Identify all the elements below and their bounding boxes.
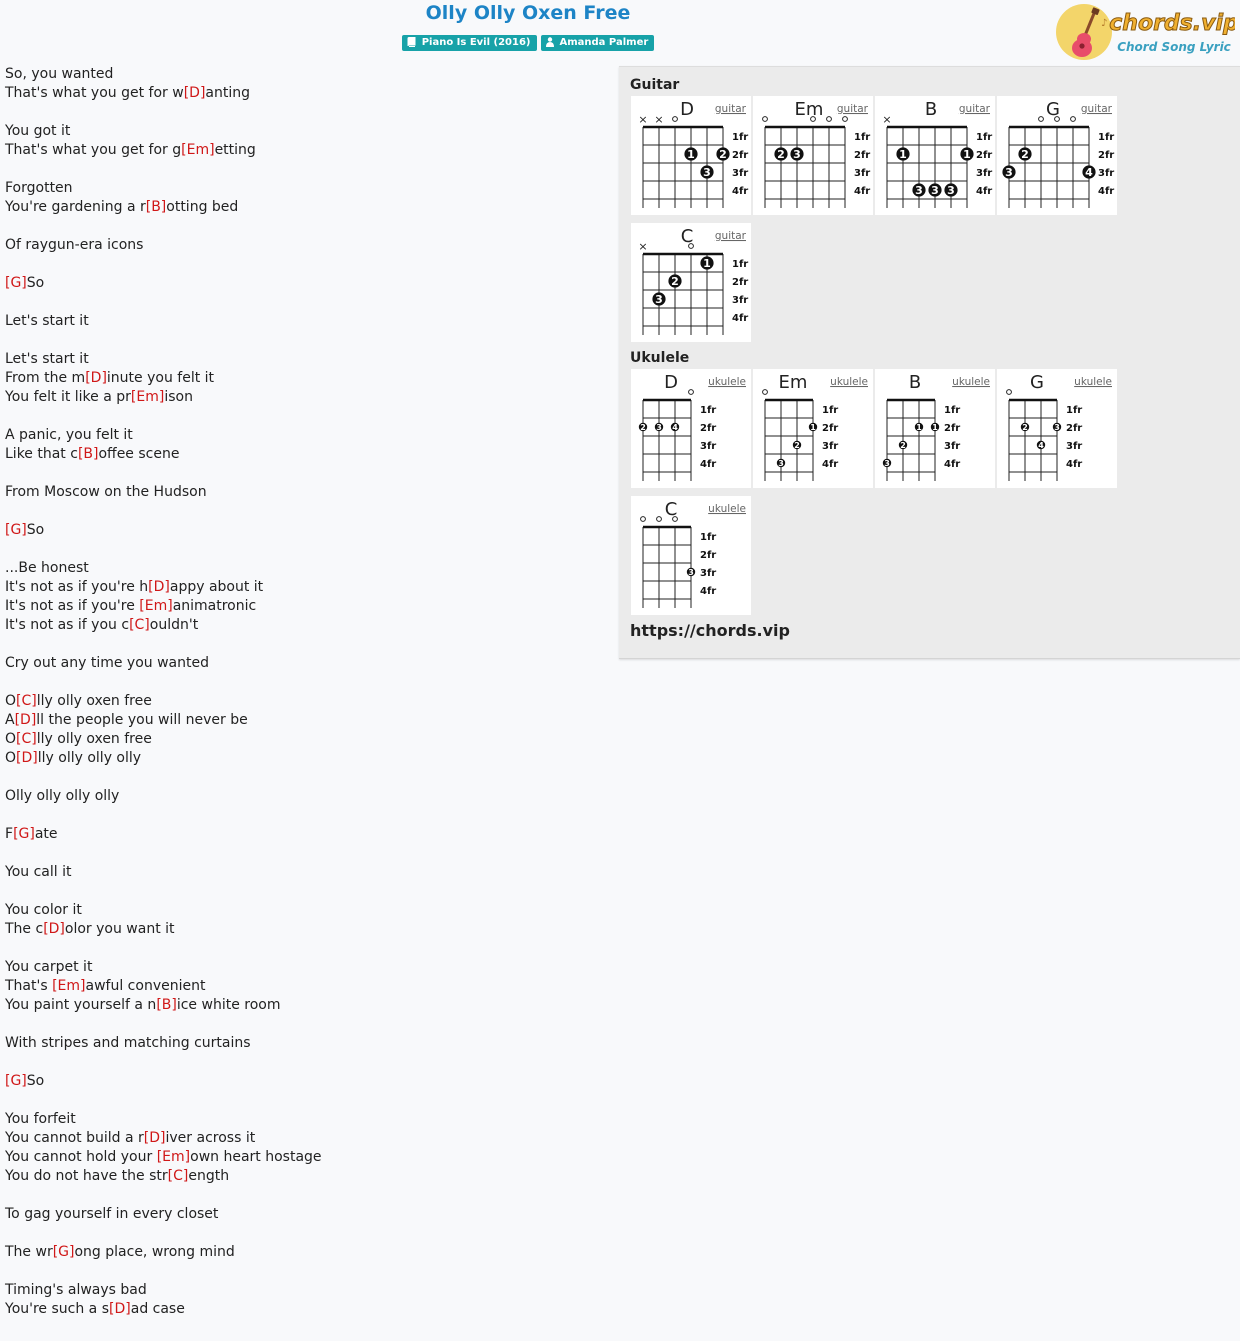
muted-string-marker: × (882, 113, 892, 126)
lyrics-body (5, 65, 322, 1319)
fret-label: 3fr (700, 568, 717, 579)
lyric-blank-line (5, 1091, 322, 1110)
fret-label: 4fr (854, 186, 871, 197)
album-badge-label: Piano Is Evil (2016) (421, 37, 531, 48)
lyric-blank-line (5, 1262, 322, 1281)
lyric-line: You're gardening a r[B]otting bed (5, 199, 239, 215)
lyric-line: That's what you get for w[D]anting (5, 85, 251, 101)
fret-label: 3fr (854, 168, 871, 179)
fret-label: 2fr (944, 423, 961, 434)
instrument-link[interactable]: ukulele (952, 376, 990, 388)
lyric-line: That's what you get for g[Em]etting (5, 142, 256, 158)
lyric-blank-line (5, 635, 322, 654)
instrument-link[interactable]: guitar (1080, 103, 1112, 115)
open-string-marker (673, 117, 678, 122)
muted-string-marker: × (654, 113, 664, 126)
fret-label: 3fr (976, 168, 993, 179)
lyric-blank-line (5, 540, 322, 559)
open-string-marker (689, 390, 694, 395)
finger-dot (687, 568, 695, 577)
svg-text:2: 2 (1022, 423, 1028, 432)
fret-label: 1fr (822, 405, 839, 416)
lyric-line: With stripes and matching curtains (5, 1035, 251, 1051)
lyric-line: It's not as if you're [Em]animatronic (5, 598, 257, 614)
instrument-link[interactable]: ukulele (830, 376, 868, 388)
finger-dot (896, 147, 909, 161)
lyric-line: Let's start it (5, 351, 89, 367)
lyric-blank-line (5, 255, 322, 274)
svg-text:3: 3 (655, 293, 663, 306)
finger-dot (960, 147, 973, 161)
guitar-heading: Guitar (630, 77, 680, 93)
lyric-line: F[G]ate (5, 826, 58, 842)
user-icon (546, 37, 554, 47)
svg-text:3: 3 (1054, 423, 1060, 432)
svg-text:3: 3 (656, 423, 662, 432)
chord-name: B (924, 99, 938, 120)
fret-label: 1fr (1066, 405, 1083, 416)
finger-dot (700, 165, 713, 179)
open-string-marker (843, 117, 848, 122)
fret-label: 3fr (822, 441, 839, 452)
ukulele-chord-c[interactable] (631, 496, 751, 615)
svg-text:2: 2 (1021, 148, 1029, 161)
logo-brand: chords.vip (1109, 11, 1235, 36)
fret-label: 4fr (732, 313, 749, 324)
chord-name: C (680, 226, 694, 247)
lyric-line: O[C]lly olly oxen free (5, 693, 152, 709)
finger-dot (1053, 423, 1061, 432)
chord-tag[interactable]: [D] (16, 750, 38, 766)
lyric-line: O[D]lly olly olly olly (5, 750, 142, 766)
guitar-chord-c[interactable] (631, 223, 751, 342)
fret-label: 1fr (700, 405, 717, 416)
open-string-marker (657, 517, 662, 522)
fret-label: 4fr (822, 459, 839, 470)
open-string-marker (827, 117, 832, 122)
lyric-line: Like that c[B]offee scene (5, 446, 180, 462)
finger-dot (639, 423, 647, 432)
finger-dot (790, 147, 803, 161)
artist-badge[interactable] (541, 35, 655, 51)
chord-tag[interactable]: [C] (16, 731, 37, 747)
lyric-line: Let's start it (5, 313, 89, 329)
finger-dot (809, 423, 817, 432)
open-string-marker (1007, 390, 1012, 395)
lyric-line: It's not as if you c[C]ouldn't (5, 617, 199, 633)
lyric-blank-line (5, 806, 322, 825)
svg-text:3: 3 (931, 184, 939, 197)
fret-label: 3fr (732, 168, 749, 179)
chord-name: C (664, 499, 678, 520)
fret-label: 2fr (1098, 150, 1115, 161)
book-icon (407, 37, 416, 47)
chord-tag[interactable]: [G] (52, 1244, 75, 1260)
lyric-blank-line (5, 293, 322, 312)
fret-label: 1fr (944, 405, 961, 416)
lyric-line: Forgotten (5, 180, 73, 196)
chord-name: G (1046, 99, 1060, 120)
album-badge[interactable] (402, 35, 537, 51)
guitar-chord-b[interactable] (875, 96, 995, 215)
open-string-marker (763, 117, 768, 122)
lyric-blank-line (5, 844, 322, 863)
svg-text:3: 3 (793, 148, 801, 161)
svg-text:2: 2 (777, 148, 785, 161)
instrument-link[interactable]: ukulele (708, 503, 746, 515)
finger-dot (944, 183, 957, 197)
chord-tag[interactable]: [C] (16, 693, 37, 709)
muted-string-marker: × (638, 240, 648, 253)
lyric-blank-line (5, 1015, 322, 1034)
music-note-icon: ♪ (1101, 18, 1108, 29)
fret-label: 3fr (700, 441, 717, 452)
lyric-line: You cannot build a r[D]iver across it (5, 1130, 256, 1146)
finger-dot (1018, 147, 1031, 161)
instrument-link[interactable]: ukulele (1074, 376, 1112, 388)
ukulele-chord-g[interactable] (997, 369, 1117, 488)
svg-text:1: 1 (687, 148, 695, 161)
svg-text:4: 4 (1038, 441, 1044, 450)
fret-label: 1fr (976, 132, 993, 143)
chord-tag[interactable]: [D] (109, 1301, 131, 1317)
muted-string-marker: × (638, 113, 648, 126)
lyric-line: A panic, you felt it (5, 427, 133, 443)
chord-tag[interactable]: [G] (5, 275, 27, 291)
chord-tag[interactable]: [D] (148, 579, 170, 595)
svg-text:1: 1 (916, 423, 922, 432)
lyric-blank-line (5, 768, 322, 787)
guitar-chord-g[interactable] (997, 96, 1117, 215)
lyric-line: So, you wanted (5, 66, 114, 82)
fret-label: 4fr (944, 459, 961, 470)
lyric-line: From the m[D]inute you felt it (5, 370, 215, 386)
fret-label: 2fr (700, 550, 717, 561)
svg-text:2: 2 (640, 423, 646, 432)
fret-label: 3fr (1098, 168, 1115, 179)
fret-label: 4fr (1066, 459, 1083, 470)
finger-dot (912, 183, 925, 197)
chord-tag[interactable]: [C] (167, 1168, 189, 1184)
song-badges (0, 35, 1056, 51)
chord-tag[interactable]: [Em] (52, 978, 86, 994)
chord-tag[interactable]: [D] (85, 370, 107, 386)
fret-label: 2fr (822, 423, 839, 434)
svg-text:3: 3 (947, 184, 955, 197)
lyric-line: From Moscow on the Hudson (5, 484, 207, 500)
svg-text:1: 1 (932, 423, 938, 432)
svg-text:3: 3 (778, 459, 784, 468)
svg-text:3: 3 (688, 568, 694, 577)
lyric-line: Cry out any time you wanted (5, 655, 209, 671)
lyric-line: O[C]lly olly oxen free (5, 731, 152, 747)
svg-text:2: 2 (794, 441, 800, 450)
svg-text:2: 2 (900, 441, 906, 450)
finger-dot (655, 423, 663, 432)
open-string-marker (1039, 117, 1044, 122)
lyric-blank-line (5, 882, 322, 901)
lyric-blank-line (5, 673, 322, 692)
chord-name: D (664, 372, 678, 393)
finger-dot (774, 147, 787, 161)
lyric-line: You carpet it (5, 959, 93, 975)
instrument-link[interactable]: ukulele (708, 376, 746, 388)
chord-tag[interactable]: [G] (5, 522, 27, 538)
fret-label: 2fr (700, 423, 717, 434)
fret-label: 2fr (976, 150, 993, 161)
open-string-marker (1071, 117, 1076, 122)
fret-label: 1fr (854, 132, 871, 143)
fret-label: 1fr (732, 259, 749, 270)
open-string-marker (763, 390, 768, 395)
fret-label: 4fr (1098, 186, 1115, 197)
ukulele-chord-b[interactable] (875, 369, 995, 488)
fret-label: 2fr (854, 150, 871, 161)
chord-name: Em (794, 99, 824, 120)
instrument-link[interactable]: guitar (714, 230, 746, 242)
chord-tag[interactable]: [Em] (139, 598, 173, 614)
svg-text:4: 4 (1085, 166, 1093, 179)
chord-tag[interactable]: [D] (183, 85, 206, 101)
finger-dot (716, 147, 729, 161)
lyric-blank-line (5, 1224, 322, 1243)
finger-dot (1002, 165, 1015, 179)
finger-dot (899, 441, 907, 450)
lyric-line: The c[D]olor you want it (5, 921, 175, 937)
lyric-blank-line (5, 217, 322, 236)
lyric-line: Of raygun-era icons (5, 237, 144, 253)
lyric-line: Timing's always bad (5, 1282, 147, 1298)
guitar-chord-d[interactable] (631, 96, 751, 215)
chord-name: G (1030, 372, 1044, 393)
chord-tag[interactable]: [B] (145, 199, 167, 215)
lyric-line: To gag yourself in every closet (5, 1206, 219, 1222)
site-url[interactable]: https://chords.vip (630, 621, 790, 640)
lyric-line: You got it (5, 123, 71, 139)
fret-label: 1fr (732, 132, 749, 143)
lyric-line: Olly olly olly olly (5, 788, 120, 804)
fret-label: 2fr (1066, 423, 1083, 434)
open-string-marker (641, 517, 646, 522)
svg-text:1: 1 (963, 148, 971, 161)
instrument-link[interactable]: guitar (958, 103, 990, 115)
lyric-line: It's not as if you're h[D]appy about it (5, 579, 264, 595)
lyric-blank-line (5, 502, 322, 521)
fret-label: 4fr (700, 586, 717, 597)
chord-tag[interactable]: [D] (14, 712, 37, 728)
chord-diagrams-panel (619, 66, 1240, 659)
lyric-line: You call it (5, 864, 72, 880)
lyric-blank-line (5, 1053, 322, 1072)
fret-label: 3fr (732, 295, 749, 306)
lyric-blank-line (5, 1186, 322, 1205)
lyric-line: That's [Em]awful convenient (5, 978, 206, 994)
finger-dot (793, 441, 801, 450)
lyric-line: The wr[G]ong place, wrong mind (5, 1244, 235, 1260)
finger-dot (928, 183, 941, 197)
fret-label: 1fr (700, 532, 717, 543)
svg-text:3: 3 (1005, 166, 1013, 179)
fret-label: 4fr (976, 186, 993, 197)
chord-tag[interactable]: [B] (156, 997, 177, 1013)
lyric-blank-line (5, 407, 322, 426)
svg-text:2: 2 (671, 275, 679, 288)
svg-text:2: 2 (719, 148, 727, 161)
chord-tag[interactable]: [C] (129, 617, 150, 633)
svg-text:3: 3 (703, 166, 711, 179)
chord-name: B (908, 372, 922, 393)
chord-name: Em (778, 372, 808, 393)
svg-text:3: 3 (884, 459, 890, 468)
lyric-line: You do not have the str[C]ength (5, 1168, 230, 1184)
instrument-link[interactable]: guitar (836, 103, 868, 115)
lyric-line: [G]So (5, 1073, 45, 1089)
lyric-blank-line (5, 160, 322, 179)
finger-dot (668, 274, 681, 288)
lyric-blank-line (5, 103, 322, 122)
instrument-link[interactable]: guitar (714, 103, 746, 115)
lyric-line: You felt it like a pr[Em]ison (5, 389, 193, 405)
fret-label: 4fr (700, 459, 717, 470)
lyric-blank-line (5, 464, 322, 483)
lyric-line: You paint yourself a n[B]ice white room (5, 997, 281, 1013)
chord-tag[interactable]: [G] (13, 826, 35, 842)
ukulele-heading: Ukulele (630, 350, 690, 366)
svg-text:1: 1 (703, 257, 711, 270)
finger-dot (915, 423, 923, 432)
lyric-line: [G]So (5, 522, 45, 538)
chord-tag[interactable]: [D] (43, 921, 65, 937)
fret-label: 3fr (1066, 441, 1083, 452)
guitar-chord-em[interactable] (753, 96, 873, 215)
fret-label: 2fr (732, 277, 749, 288)
fret-label: 2fr (732, 150, 749, 161)
lyric-line: You're such a s[D]ad case (5, 1301, 185, 1317)
svg-text:3: 3 (915, 184, 923, 197)
lyric-line: [G]So (5, 275, 45, 291)
finger-dot (1021, 423, 1029, 432)
chord-tag[interactable]: [G] (5, 1073, 27, 1089)
finger-dot (931, 423, 939, 432)
chord-name: D (680, 99, 694, 120)
fret-label: 1fr (1098, 132, 1115, 143)
lyric-line: You color it (5, 902, 82, 918)
finger-dot (671, 423, 679, 432)
chord-tag[interactable]: [Em] (156, 1149, 191, 1165)
finger-dot (777, 459, 785, 468)
svg-text:4: 4 (672, 423, 678, 432)
logo-tagline: Chord Song Lyric (1117, 40, 1231, 54)
lyric-line: You cannot hold your [Em]own heart hostage (5, 1149, 322, 1165)
artist-badge-label: Amanda Palmer (559, 37, 649, 48)
finger-dot (652, 292, 665, 306)
fret-label: 3fr (944, 441, 961, 452)
chord-tag[interactable]: [B] (77, 446, 99, 462)
finger-dot (684, 147, 697, 161)
finger-dot (1037, 441, 1045, 450)
chord-tag[interactable]: [Em] (181, 142, 215, 158)
fret-label: 4fr (732, 186, 749, 197)
lyric-line: You forfeit (5, 1111, 76, 1127)
lyric-line: A[D]ll the people you will never be (5, 712, 248, 728)
site-logo[interactable] (1055, 3, 1235, 63)
finger-dot (883, 459, 891, 468)
song-title: Olly Olly Oxen Free (425, 2, 631, 24)
finger-dot (1082, 165, 1095, 179)
chord-tag[interactable]: [D] (143, 1130, 166, 1146)
ukulele-chord-em[interactable] (753, 369, 873, 488)
lyric-line: ...Be honest (5, 560, 89, 576)
svg-text:1: 1 (899, 148, 907, 161)
svg-text:1: 1 (810, 423, 816, 432)
lyric-blank-line (5, 939, 322, 958)
lyric-blank-line (5, 331, 322, 350)
finger-dot (700, 256, 713, 270)
chord-tag[interactable]: [Em] (130, 389, 165, 405)
ukulele-chord-d[interactable] (631, 369, 751, 488)
